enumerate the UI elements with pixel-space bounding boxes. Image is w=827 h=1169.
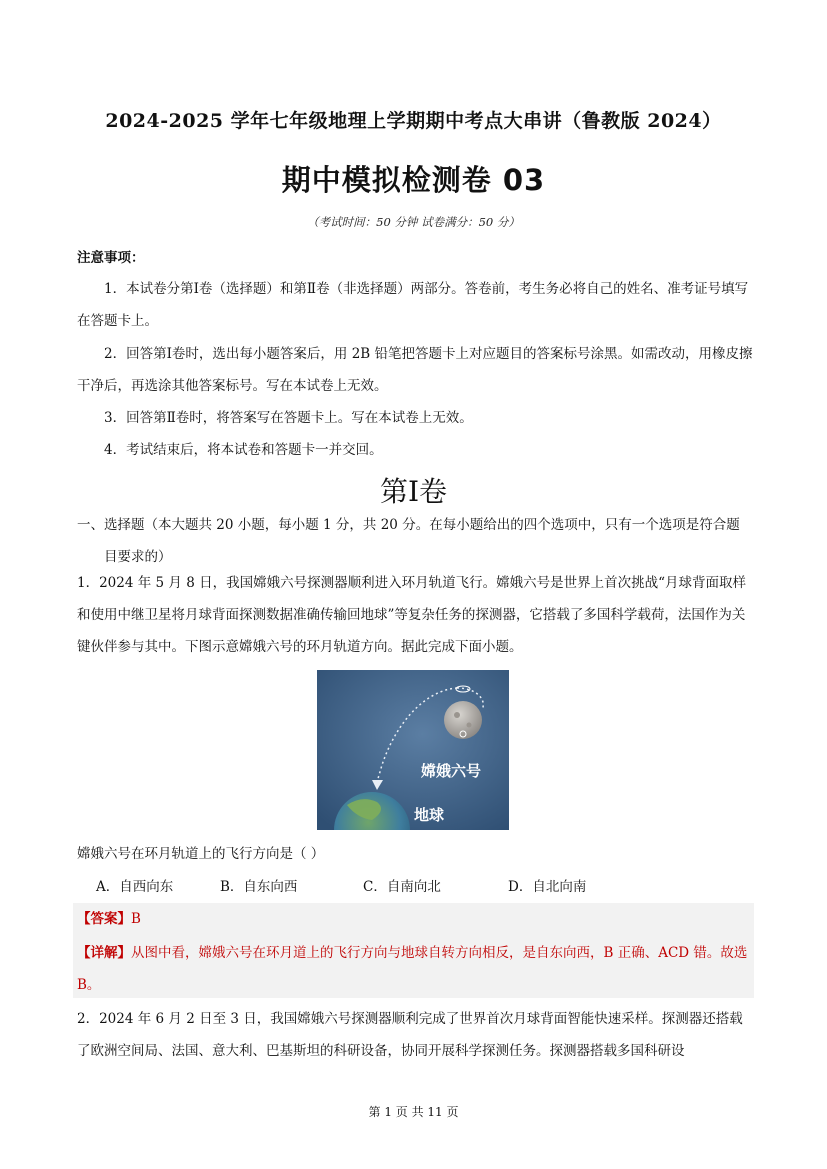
option-b: B．自东向西 <box>220 879 298 895</box>
orbit-figure <box>317 670 509 830</box>
option-d: D．自北向南 <box>508 879 587 895</box>
notice-item: 4．考试结束后，将本试卷和答题卡一并交回。 <box>104 442 383 458</box>
section-title: 第Ⅰ卷 <box>379 475 448 508</box>
notice-item: 3．回答第Ⅱ卷时，将答案写在答题卡上。写在本试卷上无效。 <box>104 410 473 426</box>
multiple-choice-heading: 一、选择题（本大题共 20 小题，每小题 1 分，共 20 分。在每小题给出的四个选项中，只有一个选项是符合题目要求的） <box>77 517 740 565</box>
orbit-figure-image <box>317 670 509 830</box>
option-c: C．自南向北 <box>363 879 441 895</box>
series-title: 2024-2025 学年七年级地理上学期期中考点大串讲（鲁教版 2024） <box>105 110 722 132</box>
answer-value: B <box>131 911 141 927</box>
question-1-passage: 1．2024 年 5 月 8 日，我国嫦娥六号探测器顺利进入环月轨道飞行。嫦娥六号是世界上首次挑战“月球背面取样和使用中继卫星将月球背面探测数据准确传输回地球”等复杂任务的探测器，它搭载了多国科学载荷，法国作为关键伙伴参与其中。下图示意嫦娥六号的环月轨道方向。据此完成下面小题。 <box>77 575 746 655</box>
probe-label: 嫦娥六号 <box>421 762 482 780</box>
exam-info: （考试时间：50 分钟 试卷满分：50 分） <box>307 215 520 229</box>
answer-line <box>77 907 141 927</box>
moon-icon <box>444 701 482 739</box>
detail-label: 【详解】 <box>77 945 131 961</box>
option-a: A．自西向东 <box>96 879 174 895</box>
notice-heading: 注意事项： <box>77 250 145 266</box>
detail-text: 从图中看，嫦娥六号在环月道上的飞行方向与地球自转方向相反，是自东向西，B 正确、ACD 错。故选 B。 <box>77 945 748 993</box>
page-title: 期中模拟检测卷 03 <box>281 163 546 197</box>
question-stem: 嫦娥六号在环月轨道上的飞行方向是（ ） <box>77 846 325 862</box>
question-2-passage: 2．2024 年 6 月 2 日至 3 日，我国嫦娥六号探测器顺利完成了世界首次月球背面智能快速采样。探测器还搭载了欧洲空间局、法国、意大利、巴基斯坦的科研设备，协同开展科学探测任务。探测器搭载多国科研设 <box>77 1011 743 1059</box>
detail-line <box>77 937 753 1001</box>
answer-label: 【答案】 <box>77 911 131 927</box>
earth-label: 地球 <box>414 806 445 824</box>
page-footer: 第 1 页 共 11 页 <box>368 1105 459 1119</box>
notice-item: 2．回答第Ⅰ卷时，选出每小题答案后，用 2B 铅笔把答题卡上对应题目的答案标号涂黑。如需改动，用橡皮擦干净后，再选涂其他答案标号。写在本试卷上无效。 <box>77 346 753 394</box>
notice-item: 1．本试卷分第Ⅰ卷（选择题）和第Ⅱ卷（非选择题）两部分。答卷前，考生务必将自己的姓名、准考证号填写在答题卡上。 <box>77 281 749 329</box>
